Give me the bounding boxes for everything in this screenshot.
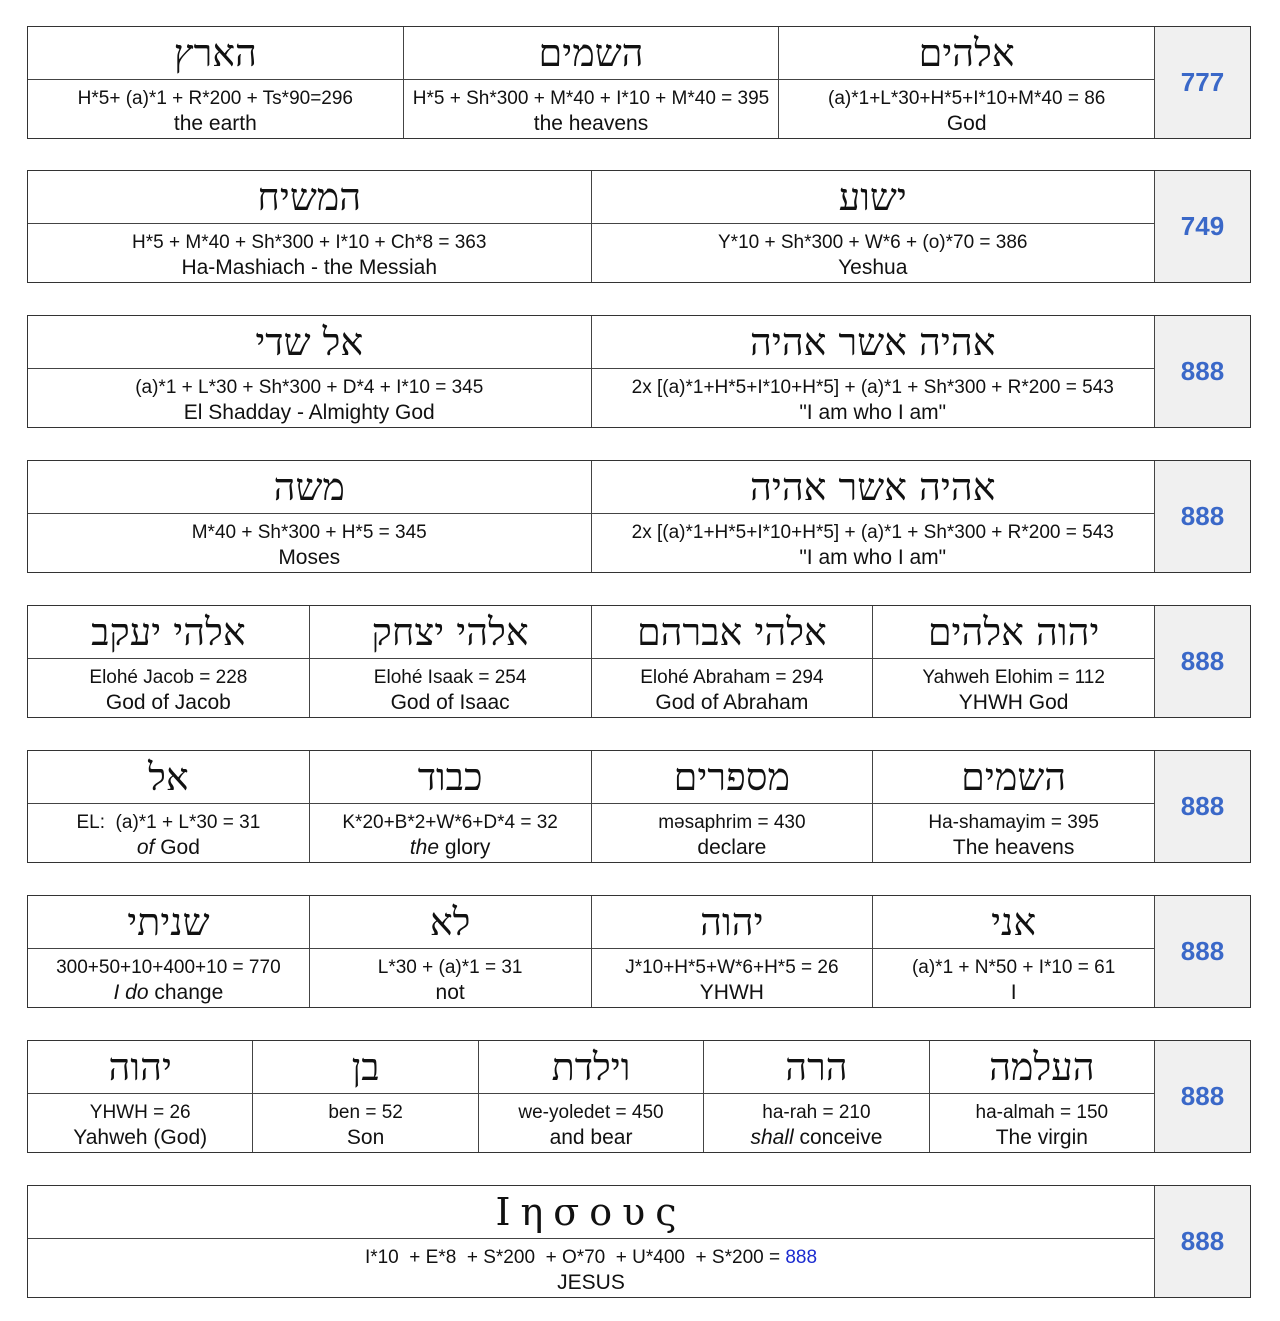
- hebrew-word: וילדת: [479, 1041, 703, 1094]
- formula-text: ha-almah = 150: [975, 1102, 1109, 1123]
- gematria-formula: [253, 1094, 477, 1124]
- meaning-text: change: [148, 981, 224, 1004]
- gematria-formula: [310, 804, 591, 834]
- formula-text: Elohé Jacob = 228: [89, 667, 248, 688]
- gematria-formula: [592, 514, 1155, 544]
- word-cell: [253, 1041, 478, 1152]
- word-cells: [28, 1041, 1155, 1152]
- meaning-text: Moses: [278, 546, 341, 569]
- hebrew-word: השמים: [873, 751, 1154, 804]
- english-meaning: [28, 110, 403, 138]
- formula-text: H*5 + Sh*300 + M*40 + I*10 + M*40 = 395: [412, 88, 770, 109]
- meaning-text: the heavens: [533, 112, 649, 135]
- word-cells: [28, 27, 1155, 138]
- english-meaning: [592, 544, 1155, 572]
- formula-text: (a)*1 + L*30 + Sh*300 + D*4 + I*10 = 345: [135, 377, 484, 398]
- meaning-text: The virgin: [995, 1126, 1088, 1149]
- gematria-formula: [28, 224, 591, 254]
- english-meaning: [310, 979, 591, 1007]
- english-meaning: [28, 689, 309, 717]
- word-cells: [28, 1186, 1155, 1297]
- meaning-italic-part: the: [409, 836, 440, 859]
- gematria-total: 888: [1155, 751, 1250, 862]
- gematria-formula: [310, 659, 591, 689]
- gematria-formula: [28, 514, 591, 544]
- hebrew-word: אלהים: [779, 27, 1154, 80]
- word-cell: [28, 1186, 1155, 1297]
- english-meaning: [873, 979, 1154, 1007]
- english-meaning: [779, 110, 1154, 138]
- word-cell: [873, 606, 1155, 717]
- gematria-table: [27, 605, 1251, 718]
- word-cells: [28, 171, 1155, 282]
- gematria-formula: [404, 80, 779, 110]
- gematria-table: [27, 750, 1251, 863]
- word-cell: [592, 606, 874, 717]
- meaning-text: Yahweh (God): [73, 1126, 208, 1149]
- formula-text: ben = 52: [328, 1102, 403, 1123]
- gematria-formula: [479, 1094, 703, 1124]
- meaning-text: God of Isaac: [390, 691, 510, 714]
- hebrew-word: ישוע: [592, 171, 1155, 224]
- gematria-formula: [592, 949, 873, 979]
- meaning-italic-part: I do: [113, 981, 149, 1004]
- english-meaning: [28, 399, 591, 427]
- meaning-text: I: [1010, 981, 1017, 1004]
- hebrew-word: העלמה: [930, 1041, 1154, 1094]
- word-cell: [310, 606, 592, 717]
- hebrew-word: אלהי אברהם: [592, 606, 873, 659]
- gematria-table: [27, 460, 1251, 573]
- gematria-formula: [28, 659, 309, 689]
- word-cells: [28, 316, 1155, 427]
- formula-text: Ha-shamayim = 395: [928, 812, 1099, 833]
- hebrew-word: אל: [28, 751, 309, 804]
- hebrew-word: לא: [310, 896, 591, 949]
- gematria-formula: [28, 369, 591, 399]
- meaning-text: and bear: [549, 1126, 633, 1149]
- gematria-formula: [28, 804, 309, 834]
- hebrew-word: אהיה אשר אהיה: [592, 316, 1155, 369]
- english-meaning: [28, 979, 309, 1007]
- word-cell: [873, 896, 1155, 1007]
- word-cell: [28, 461, 592, 572]
- word-cell: [28, 316, 592, 427]
- english-meaning: [873, 834, 1154, 862]
- meaning-text: YHWH God: [958, 691, 1069, 714]
- word-cell: [873, 751, 1155, 862]
- gematria-formula: [28, 1239, 1154, 1269]
- gematria-total: 888: [1155, 606, 1250, 717]
- formula-text: H*5 + M*40 + Sh*300 + I*10 + Ch*8 = 363: [132, 232, 487, 253]
- english-meaning: [592, 254, 1155, 282]
- english-meaning: [592, 979, 873, 1007]
- word-cell: [592, 316, 1156, 427]
- meaning-text: glory: [439, 836, 491, 859]
- hebrew-word: שניתי: [28, 896, 309, 949]
- word-cell: [28, 27, 404, 138]
- hebrew-word: יהוה: [592, 896, 873, 949]
- meaning-text: God of Jacob: [105, 691, 231, 714]
- gematria-total: 888: [1155, 1186, 1250, 1297]
- formula-text: L*30 + (a)*1 = 31: [377, 957, 523, 978]
- english-meaning: [873, 689, 1154, 717]
- formula-text: Y*10 + Sh*300 + W*6 + (o)*70 = 386: [718, 232, 1028, 253]
- word-cell: [479, 1041, 704, 1152]
- word-cell: [779, 27, 1155, 138]
- gematria-formula: [592, 224, 1155, 254]
- formula-text: Elohé Isaak = 254: [373, 667, 527, 688]
- english-meaning: [930, 1124, 1154, 1152]
- gematria-formula: [592, 369, 1155, 399]
- hebrew-word: המשיח: [28, 171, 591, 224]
- formula-text: Elohé Abraham = 294: [640, 667, 824, 688]
- english-meaning: [592, 689, 873, 717]
- english-meaning: [253, 1124, 477, 1152]
- formula-result: 888: [785, 1247, 818, 1268]
- word-cell: [310, 896, 592, 1007]
- meaning-text: El Shadday - Almighty God: [183, 401, 435, 424]
- hebrew-word: הרה: [704, 1041, 928, 1094]
- meaning-text: Yeshua: [838, 256, 908, 279]
- meaning-text: not: [435, 981, 465, 1004]
- meaning-italic-part: of: [136, 836, 155, 859]
- gematria-table: [27, 1040, 1251, 1153]
- greek-word: Ιησους: [28, 1186, 1154, 1239]
- meaning-text: YHWH: [699, 981, 764, 1004]
- word-cell: [28, 751, 310, 862]
- formula-text: M*40 + Sh*300 + H*5 = 345: [191, 522, 427, 543]
- formula-text: I*10 + E*8 + S*200 + O*70 + U*400 + S*200 =: [364, 1247, 786, 1268]
- word-cell: [404, 27, 780, 138]
- meaning-text: Ha-Mashiach - the Messiah: [181, 256, 438, 279]
- word-cell: [930, 1041, 1155, 1152]
- formula-text: YHWH = 26: [89, 1102, 191, 1123]
- meaning-text: declare: [697, 836, 767, 859]
- gematria-total: 888: [1155, 461, 1250, 572]
- english-meaning: [28, 1124, 252, 1152]
- hebrew-word: בן: [253, 1041, 477, 1094]
- formula-text: K*20+B*2+W*6+D*4 = 32: [342, 812, 558, 833]
- gematria-formula: [873, 949, 1154, 979]
- gematria-formula: [28, 80, 403, 110]
- formula-text: Yahweh Elohim = 112: [922, 667, 1105, 688]
- gematria-formula: [873, 659, 1154, 689]
- word-cell: [592, 461, 1156, 572]
- gematria-formula: [592, 804, 873, 834]
- gematria-formula: [310, 949, 591, 979]
- hebrew-word: השמים: [404, 27, 779, 80]
- meaning-text: God: [946, 112, 987, 135]
- english-meaning: [28, 1269, 1154, 1297]
- meaning-text: conceive: [793, 1126, 883, 1149]
- hebrew-word: משה: [28, 461, 591, 514]
- hebrew-word: מספרים: [592, 751, 873, 804]
- word-cells: [28, 751, 1155, 862]
- gematria-formula: [592, 659, 873, 689]
- word-cells: [28, 896, 1155, 1007]
- meaning-text: Son: [346, 1126, 385, 1149]
- formula-text: 2x [(a)*1+H*5+I*10+H*5] + (a)*1 + Sh*300 + R*200 = 543: [631, 522, 1114, 543]
- english-meaning: [592, 834, 873, 862]
- meaning-text: God: [154, 836, 200, 859]
- english-meaning: [310, 689, 591, 717]
- formula-text: (a)*1+L*30+H*5+I*10+M*40 = 86: [828, 88, 1106, 109]
- formula-text: məsaphrim = 430: [658, 812, 806, 833]
- gematria-table: [27, 26, 1251, 139]
- english-meaning: [310, 834, 591, 862]
- meaning-text: "I am who I am": [799, 401, 947, 424]
- formula-text: ha-rah = 210: [762, 1102, 871, 1123]
- word-cell: [28, 606, 310, 717]
- gematria-table: [27, 895, 1251, 1008]
- meaning-text: the earth: [173, 112, 257, 135]
- gematria-total: 888: [1155, 316, 1250, 427]
- gematria-total: 777: [1155, 27, 1250, 138]
- gematria-total: 749: [1155, 171, 1250, 282]
- word-cell: [704, 1041, 929, 1152]
- english-meaning: [28, 254, 591, 282]
- gematria-formula: [28, 949, 309, 979]
- word-cell: [28, 171, 592, 282]
- word-cell: [592, 171, 1156, 282]
- formula-text: EL: (a)*1 + L*30 = 31: [76, 812, 261, 833]
- hebrew-word: אהיה אשר אהיה: [592, 461, 1155, 514]
- formula-text: H*5+ (a)*1 + R*200 + Ts*90=296: [77, 88, 353, 109]
- formula-text: 300+50+10+400+10 = 770: [56, 957, 281, 978]
- formula-text: 2x [(a)*1+H*5+I*10+H*5] + (a)*1 + Sh*300 + R*200 = 543: [631, 377, 1114, 398]
- word-cells: [28, 461, 1155, 572]
- gematria-formula: [779, 80, 1154, 110]
- hebrew-word: הארץ: [28, 27, 403, 80]
- hebrew-word: כבוד: [310, 751, 591, 804]
- word-cells: [28, 606, 1155, 717]
- meaning-text: JESUS: [557, 1271, 625, 1294]
- hebrew-word: אלהי יעקב: [28, 606, 309, 659]
- english-meaning: [404, 110, 779, 138]
- gematria-formula: [28, 1094, 252, 1124]
- hebrew-word: אל שדי: [28, 316, 591, 369]
- english-meaning: [479, 1124, 703, 1152]
- hebrew-word: אני: [873, 896, 1154, 949]
- formula-text: (a)*1 + N*50 + I*10 = 61: [911, 957, 1116, 978]
- hebrew-word: יהוה: [28, 1041, 252, 1094]
- meaning-text: The heavens: [952, 836, 1075, 859]
- formula-text: we-yoledet = 450: [518, 1102, 664, 1123]
- meaning-text: "I am who I am": [799, 546, 947, 569]
- meaning-text: God of Abraham: [655, 691, 809, 714]
- gematria-table: [27, 1185, 1251, 1298]
- gematria-total: 888: [1155, 896, 1250, 1007]
- english-meaning: [28, 834, 309, 862]
- word-cell: [310, 751, 592, 862]
- english-meaning: [704, 1124, 928, 1152]
- english-meaning: [28, 544, 591, 572]
- gematria-formula: [873, 804, 1154, 834]
- gematria-table: [27, 315, 1251, 428]
- gematria-formula: [704, 1094, 928, 1124]
- word-cell: [28, 1041, 253, 1152]
- gematria-total: 888: [1155, 1041, 1250, 1152]
- gematria-formula: [930, 1094, 1154, 1124]
- hebrew-word: יהוה אלהים: [873, 606, 1154, 659]
- english-meaning: [592, 399, 1155, 427]
- word-cell: [592, 896, 874, 1007]
- hebrew-word: אלהי יצחק: [310, 606, 591, 659]
- word-cell: [28, 896, 310, 1007]
- formula-text: J*10+H*5+W*6+H*5 = 26: [625, 957, 839, 978]
- meaning-italic-part: shall: [750, 1126, 794, 1149]
- gematria-table: [27, 170, 1251, 283]
- word-cell: [592, 751, 874, 862]
